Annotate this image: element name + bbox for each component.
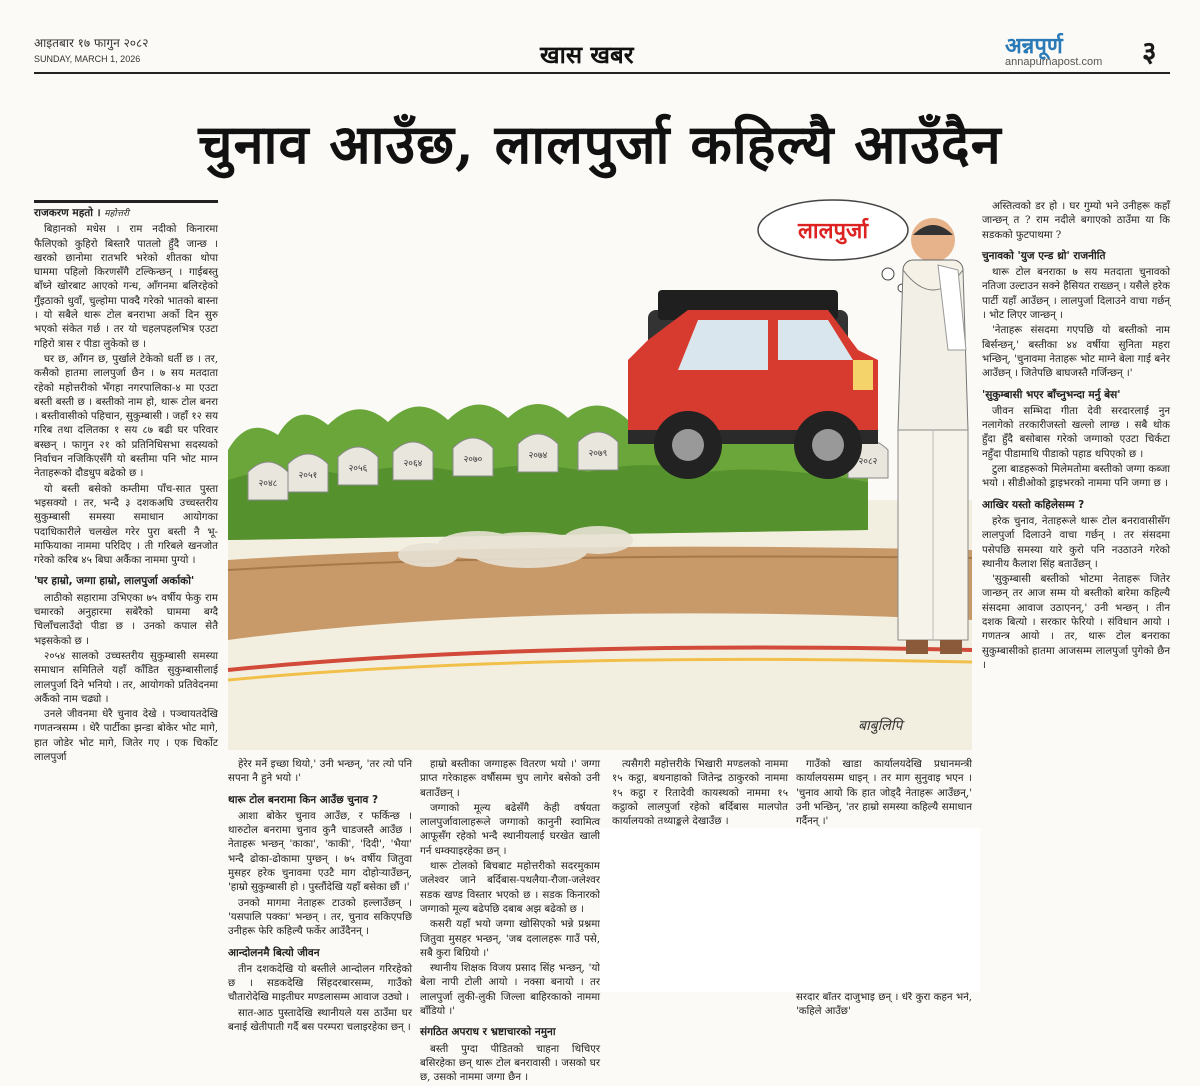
paragraph: लाठीको सहारामा उभिएका ७५ वर्षीय फेकु राम चमारको अनुहारमा सबेरैको घाममा बग्दै चिलाँचलाउँदो पीडा छ । उनको कपाल सेतै भइसकेको छ । — [34, 592, 218, 647]
headline: चुनाव आउँछ, लालपुर्जा कहिल्यै आउँदैन — [198, 112, 1002, 176]
date-nepali: आइतबार १७ फागुन २०८२ — [34, 36, 149, 50]
paragraph: कसरी यहाँ भयो जग्गा खोसिएको भन्ने प्रश्नमा जितुवा मुसहर भन्छन्, 'जब दलालहरू गाउँ पसे, सबै कुरा बिग्रियो ।' — [420, 919, 600, 959]
milestone — [338, 447, 378, 485]
milestone — [578, 432, 618, 470]
artist-signature: बाबुलिपि — [858, 718, 903, 734]
paragraph: जग्गाको मूल्य बढेसँगै केही वर्षयता लालपुर्जावालाहरूले जग्गाको कानुनी स्वामित्व आफूसँग रहेको भन्दै स्थानीयलाई घरखेत खाली गर्न धम्क्याइरहेका छन् । — [420, 802, 600, 857]
paragraph: सरदार बाँतर दाजुभाइ छन् । धेरै कुरा कहन भने, 'कहिले आउँछ' — [796, 991, 972, 1018]
paragraph: 'सुकुम्बासी बस्तीको भोटमा नेताहरू जितेर जान्छन् तर आज सम्म यो बस्तीको बारेमा कहिल्यै संसदमा आवाज उठाएनन्,' उनी भन्छन् । तीन दशक बित्यो । सरकार फेरियो । संविधान आयो । गणतन्त्र आयो । तर, थारू टोल बनराका सुकुम्बासीको हातमा आजसम्म लालपुर्जा पुगेको छैन । — [982, 574, 1170, 671]
article-column-3 — [420, 758, 600, 1084]
top-rule — [34, 72, 1170, 74]
milestone-label: २०७० — [463, 455, 483, 465]
article-column-1 — [34, 200, 218, 992]
milestone-label: २०४८ — [258, 479, 278, 489]
paragraph: 'नेताहरू संसदमा गएपछि यो बस्तीको नाम बिर्सन्छन्,' बस्तीका ४४ वर्षीया सुनिता महरा भन्छिन्, 'चुनावमा नेताहरू भोट माग्ने बेला गाई बनेर आउँछन् । जितेपछि बाघजस्तै गर्जिन्छन् ।' — [982, 325, 1170, 380]
article-column-6 — [982, 200, 1170, 992]
paragraph: सात-आठ पुस्तादेखि स्थानीयले यस ठाउँमा घर बनाई खेतीपाती गर्दै बस परम्परा चलाइरहेका छन् । — [228, 1007, 412, 1034]
paragraph: अस्तित्वको डर हो । घर गुम्यो भने उनीहरू कहाँ जान्छन् त ? राम नदीले बगाएको ठाउँमा या कि सडकको फुटपाथमा ? — [982, 201, 1170, 241]
article-column-2 — [228, 758, 412, 1034]
milestone — [518, 434, 558, 472]
paragraph: टुला बाडहरूको मिलेमतोमा बस्तीको जग्गा कब्जा भयो । सीडीओको ड्राइभरको नाममा पनि जग्गा छ । — [982, 464, 1170, 490]
brand-logo: अन्नपूर्ण — [1005, 33, 1063, 59]
paragraph: २०५४ सालको उच्चस्तरीय सुकुम्बासी समस्या समाधान समितिले यहाँ काँडित सुकुम्बासीलाई लालपुर्जा दिने भनियो । तर, आयोगको प्रतिवेदनमा अर्कैको नाम चढ्यो । — [34, 650, 218, 705]
subheading: 'घर हाम्रो, जग्गा हाम्रो, लालपुर्जा अर्काको' — [34, 575, 195, 588]
milestone-label: २०६४ — [403, 459, 423, 469]
blank-area — [600, 828, 980, 992]
subheading: थारू टोल बनरामा किन आउँछ चुनाव ? — [228, 793, 379, 806]
paragraph: उनको मागमा नेताहरू टाउको हल्लाउँछन् । 'यसपालि पक्का' भन्छन् । तर, चुनाव सकिएपछि उनीहरू फेरि कहिल्यै फर्केर आउँदैनन् । — [228, 897, 412, 938]
milestone-label: २०५६ — [348, 464, 368, 474]
paragraph: जीवन सम्भिदा गीता देवी सरदारलाई नुन नलागेको तरकारीजस्तो खल्लो लाग्छ । सबै थोक हुँदा हुँदै बसोबास गरेको जग्गाको एउटा चिर्कटा नहुँदा पीडामाथि पीडाको पहाड थपिएको छ । — [982, 405, 1170, 460]
paragraph: तीन दशकदेखि यो बस्तीले आन्दोलन गरिरहेको छ । सडकदेखि सिंहदरबारसम्म, गाउँको चौतारोदेखि माइतीघर मण्डलासम्म आवाज उठ्यो । — [228, 963, 412, 1004]
subheading: आन्दोलनमै बित्यो जीवन — [228, 946, 320, 959]
paragraph: गाउँको खाडा कार्यालयदेखि प्रधानमन्त्री कार्यालयसम्म धाइन् । तर माग सुनुवाइ भएन । 'चुनाव आयो कि हात जोड्दै नेताहरू आउँछन्,' उनी भन्छिन्, 'तर हाम्रो समस्या कहिल्यै समाधान गर्दैनन् ।' — [796, 759, 972, 828]
subheading: संगठित अपराध र भ्रष्टाचारको नमुना — [420, 1026, 556, 1039]
section-title: खास खबर — [540, 40, 634, 69]
paragraph: बिहानको मधेस । राम नदीको किनारमा फैलिएको कुहिरो बिस्तारै पातलो हुँदै जान्छ । खरको छानोमा रातभरि भरेको शीतका थोपा घाममा पहिलो किरणसँगै टल्किन्छन् । गाईबस्तु बाँध्ने खोरबाट आएको गन्ध, आँगनमा बलिरहेको गुँइठाको धुवाँ, चुल्होमा पाक्दै गरेको भातको बास्ना । यो सबैले थारू टोल बनराभा अर्को दिन सुरु भएको संकेत गर्छ । तर यो चहलपहलभित्र एउटा गहिरो त्रास र पीडा लुकेको छ । — [34, 224, 218, 350]
paragraph: घर छ, आँगन छ, पुर्खाले टेकेको धर्ती छ । तर, कसैको हातमा लालपुर्जा छैन । ७ सय मतदाता रहेको महोत्तरीको भँगहा नगरपालिका-४ मा एउटा बस्ती बस्ती छ । बस्तीको नाम हो, थारू टोल बनरा । बस्तीवासीको पहिचान, सुकुम्बासी । जहाँ १२ सय गरिब तथा दलितका १ सय ८७ बढी घर परिवार बस्छन् । फागुन २१ को प्रतिनिधिसभा सदस्यको निर्वाचन नजिकिएसँगै यो बस्तीमा पनि भोट माग्न नेताहरूको दौडधुप बढेको छ । — [34, 353, 218, 480]
milestone-label: २०७९ — [588, 449, 608, 459]
paragraph: यो बस्ती बसेको कम्तीमा पाँच-सात पुस्ता भइसक्यो । तर, भन्दै ३ दशकअघि उच्चस्तरीय सुकुम्बासी समस्या समाधान आयोगका पदाधिकारीले चलखेल गरेर पुरा बस्ती नै भू-माफियाका नाममा परिदिए । ती गरिबले खनजोत गरेको करिब ४५ बिघा अर्कैका नाममा पुग्यो । — [34, 483, 218, 567]
paragraph: थारू टोल बनराका ७ सय मतदाता चुनावको नतिजा उल्टाउन सक्ने हैसियत राख्छन् । यसैले हरेक पार्टी यहाँ आउँछन् । लालपुर्जा दिलाउने वाचा गर्छन् । भोट लिएर जान्छन् । — [982, 267, 1170, 322]
thought-bubble — [758, 200, 908, 292]
paragraph: स्थानीय शिक्षक विजय प्रसाद सिंह भन्छन्, 'यो बेला नापी टोली आयो । नक्सा बनायो । तर लालपुर्जा लुकी-लुकी जिल्ला बाहिरकाको नाममा बाँडियो ।' — [420, 963, 600, 1018]
paragraph: आशा बोकेर चुनाव आउँछ, र फर्किन्छ । थारुटोल बनरामा चुनाव कुनै चाडजस्तै आउँछ । नेताहरू भन्छन् 'काका', 'काकी', 'दिदी', 'भैया' भन्दै ढोका-ढोकामा पुग्छन् । ७५ वर्षीय जितुवा मुसहर हरेक चुनावमा एउटै माग दोहोर्‍याउँछन्, 'हाम्रो सुकुम्बासी हो । पुस्तौंदेखि यहाँ बसेका छौं ।' — [228, 810, 412, 894]
paragraph: हेरेर मर्ने इच्छा थियो,' उनी भन्छन्, 'तर त्यो पनि सपना नै हुने भयो ।' — [228, 759, 412, 785]
page-number: ३ — [1142, 35, 1157, 68]
paragraph: हरेक चुनाव, नेताहरूले थारू टोल बनरावासीसँग लालपुर्जा दिलाउने वाचा गर्छन् । तर संसदमा पसेपछि समस्या यारे कुरो पनि नउठाउने गरेको स्थानीय कैलाश सिंह बताउँछन् । — [982, 515, 1170, 570]
paragraph: बस्ती पुग्दा पीडितको चाहना थिचिएर बसिरहेका छन् थारू टोल बनरावासी । जसको घर छ, उसको नाममा जग्गा छैन । — [420, 1043, 600, 1084]
byline-location: महोत्तरी — [104, 209, 129, 219]
subheading: चुनावको 'युज एन्ड थ्रो' राजनीति — [982, 249, 1106, 262]
bubble-text: लालपुर्जा — [797, 219, 869, 244]
subheading: 'सुकुम्बासी भएर बाँच्नुभन्दा मर्नु बेस' — [982, 388, 1121, 401]
paragraph: त्यसैगरी महोत्तरीके भिखारी मण्डलको नाममा १५ कट्ठा, बथनाहाको जितेन्द्र ठाकुरको नाममा १५ कट्ठा र रितादेवी कायस्थको नाममा १५ कट्ठाको लालपुर्जा रहेको बर्दिबास मालपोत कार्यालयको तथ्याङ्कले देखाउँछ । — [612, 759, 788, 828]
cartoon-illustration — [228, 200, 972, 750]
milestone — [288, 454, 328, 492]
milestone — [393, 442, 433, 480]
paragraph: थारू टोलको बिचबाट महोत्तरीको सदरमुकाम जलेश्वर जाने बर्दिबास-पथलैया-रौजा-जलेश्वर सडक खण्ड विस्तार भएको छ । सडक किनारको जग्गाको मूल्य बढेपछि दबाब अझ बढेको छ । — [420, 861, 600, 915]
milestone-label: २०७४ — [528, 451, 548, 461]
paragraph: हाम्रो बस्तीका जग्गाहरू वितरण भयो ।' जग्गा प्राप्त गरेकाहरू वर्षौसम्म चुप लागेर बसेको उनी बताउँछन् । — [420, 759, 600, 799]
masthead — [0, 0, 1200, 72]
milestone-label: २०५१ — [298, 471, 318, 481]
byline — [34, 200, 218, 221]
paragraph: उनले जीवनमा धेरै चुनाव देखे । पञ्चायतदेखि गणतन्त्रसम्म । धेरै पार्टीका झन्डा बोकेर भोट मागे, हात जोडेर भोट मागे, जितेर गए । एक चिर्कोट लालपुर्जा — [34, 709, 218, 763]
subheading: आखिर यस्तो कहिलेसम्म ? — [982, 498, 1085, 511]
milestone — [248, 462, 288, 500]
milestone-label: २०८२ — [858, 457, 878, 467]
byline-author: राजकरण महतो । — [34, 207, 101, 219]
milestone — [453, 438, 493, 476]
brand-url[interactable]: annapurnapost.com — [1005, 56, 1103, 68]
date-english: SUNDAY, MARCH 1, 2026 — [34, 54, 141, 64]
thinking-man — [898, 218, 968, 654]
